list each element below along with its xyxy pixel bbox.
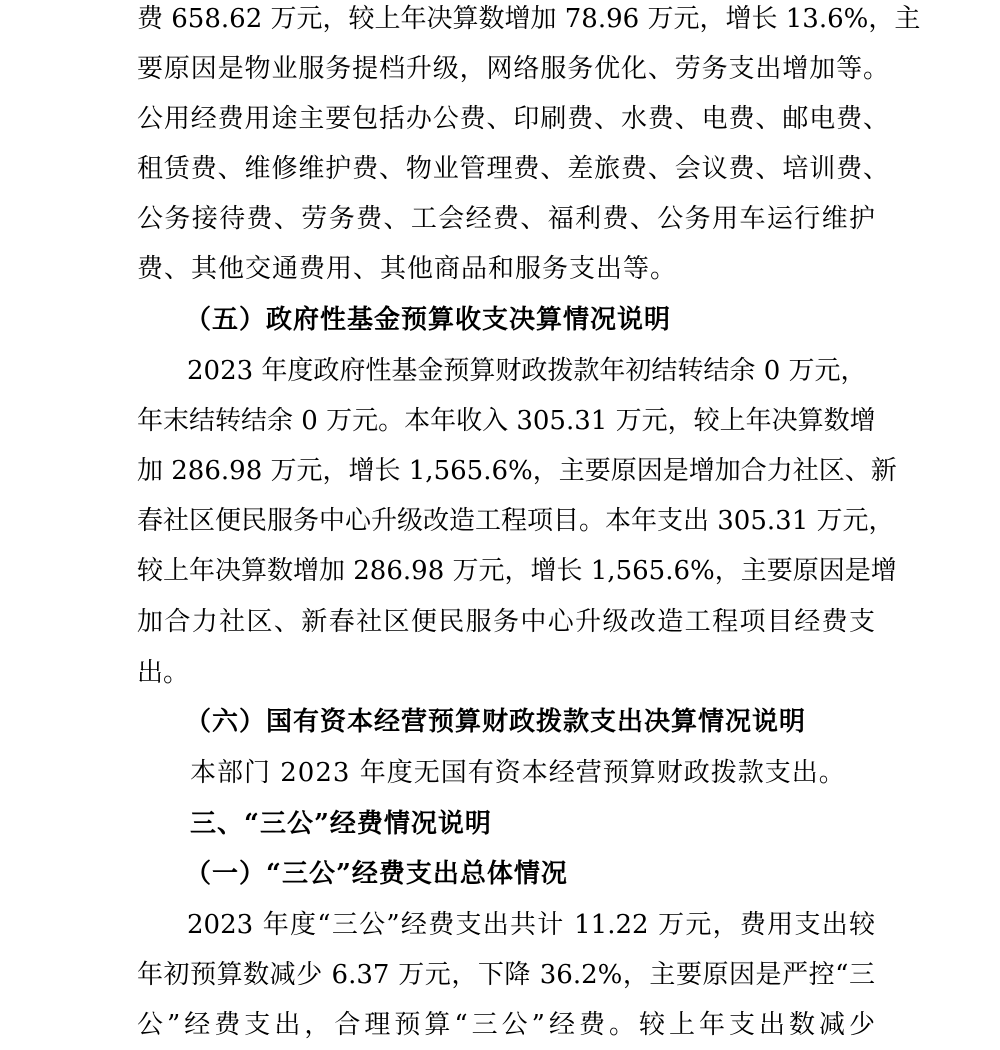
- body-text-line: 出。: [137, 658, 190, 688]
- body-text-line: 公用经费用途主要包括办公费、印刷费、水费、电费、邮电费、: [137, 104, 889, 134]
- body-text-line: 年初预算数减少 6.37 万元，下降 36.2%，主要原因是严控“三: [137, 960, 875, 990]
- chapter-heading-3: 三、“三公”经费情况说明: [190, 809, 492, 839]
- body-text-line: 费 658.62 万元，较上年决算数增加 78.96 万元，增长 13.6%，主: [137, 4, 921, 34]
- body-text-line: 公”经费支出，合理预算“三公”经费。较上年支出数减少: [137, 1010, 875, 1040]
- body-text-line: 2023 年度政府性基金预算财政拨款年初结转结余 0 万元，: [187, 356, 867, 386]
- body-text-line: 年末结转结余 0 万元。本年收入 305.31 万元，较上年决算数增: [137, 406, 876, 436]
- body-text-line: 费、其他交通费用、其他商品和服务支出等。: [137, 254, 678, 284]
- body-text-line: 较上年决算数增加 286.98 万元，增长 1,565.6%，主要原因是增: [137, 556, 897, 586]
- body-text-line: 要原因是物业服务提档升级，网络服务优化、劳务支出增加等。: [137, 54, 889, 84]
- body-text-line: 加 286.98 万元，增长 1,565.6%，主要原因是增加合力社区、新: [137, 456, 897, 486]
- body-text-line: 2023 年度“三公”经费支出共计 11.22 万元，费用支出较: [187, 910, 875, 940]
- section-heading-6: （六）国有资本经营预算财政拨款支出决算情况说明: [185, 707, 807, 737]
- body-text-line: 春社区便民服务中心升级改造工程项目。本年支出 305.31 万元，: [137, 506, 895, 536]
- section-heading-5: （五）政府性基金预算收支决算情况说明: [185, 305, 672, 335]
- section-heading-3-1: （一）“三公”经费支出总体情况: [185, 859, 568, 889]
- body-text-line: 加合力社区、新春社区便民服务中心升级改造工程项目经费支: [137, 607, 875, 637]
- body-text-line: 本部门 2023 年度无国有资本经营预算财政拨款支出。: [190, 758, 846, 788]
- body-text-line: 公务接待费、劳务费、工会经费、福利费、公务用车运行维护: [137, 204, 875, 234]
- body-text-line: 租赁费、维修维护费、物业管理费、差旅费、会议费、培训费、: [137, 154, 889, 184]
